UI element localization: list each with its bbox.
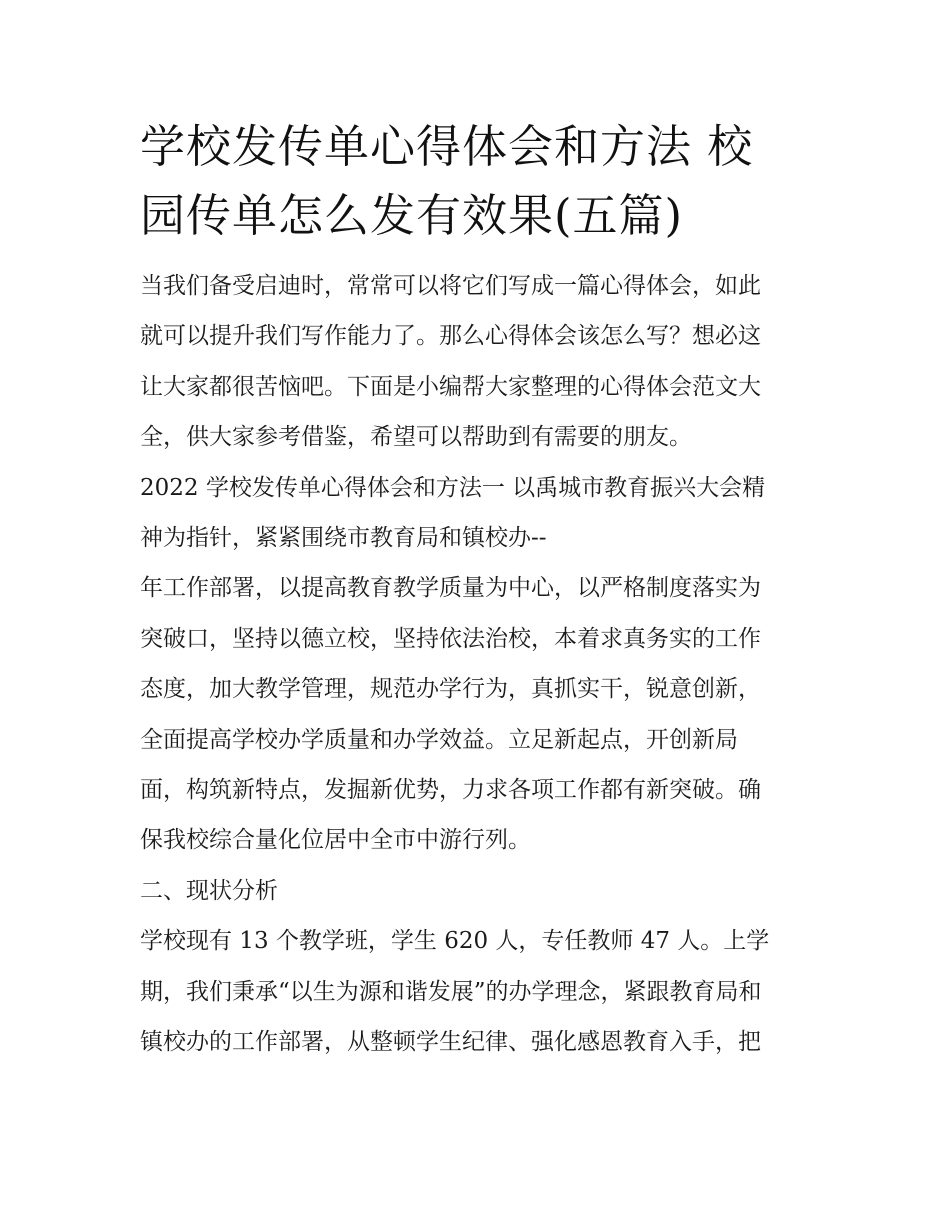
text-line: 让大家都很苦恼吧。下面是小编帮大家整理的心得体会范文大 — [140, 373, 761, 400]
text-line: 学校现有 13 个教学班，学生 620 人，专任教师 47 人。上学 — [140, 928, 770, 955]
paragraph-section-one-heading — [140, 463, 820, 564]
text-line: 态度，加大教学管理，规范办学行为，真抓实干，锐意创新， — [140, 676, 761, 703]
text-line: 镇校办的工作部署，从整顿学生纪律、强化感恩教育入手，把 — [140, 1029, 761, 1056]
title-line: 园传单怎么发有效果(五篇) — [140, 189, 684, 242]
text-line: 二、现状分析 — [140, 877, 278, 904]
text-line: 期，我们秉承“以生为源和谐发展”的办学理念，紧跟教育局和 — [140, 978, 762, 1005]
text-line: 神为指针，紧紧围绕市教育局和镇校办-- — [140, 525, 547, 552]
title-line: 学校发传单心得体会和方法 校 — [140, 120, 754, 173]
section-heading-status-analysis — [140, 866, 820, 916]
document-body — [140, 261, 820, 1068]
text-line: 保我校综合量化位居中全市中游行列。 — [140, 827, 531, 854]
paragraph-school-status — [140, 916, 820, 1067]
text-line: 突破口，坚持以德立校，坚持依法治校，本着求真务实的工作 — [140, 625, 761, 652]
text-line: 2022 学校发传单心得体会和方法一 以禹城市教育振兴大会精 — [140, 474, 766, 501]
text-line: 就可以提升我们写作能力了。那么心得体会该怎么写？想必这 — [140, 323, 761, 350]
text-line: 面，构筑新特点，发掘新优势，力求各项工作都有新突破。确 — [140, 777, 761, 804]
paragraph-intro — [140, 261, 820, 463]
paragraph-work-plan — [140, 563, 820, 865]
text-line: 全，供大家参考借鉴，希望可以帮助到有需要的朋友。 — [140, 424, 692, 451]
document-page — [140, 112, 820, 1068]
text-line: 当我们备受启迪时，常常可以将它们写成一篇心得体会，如此 — [140, 273, 761, 299]
text-line: 全面提高学校办学质量和办学效益。立足新起点，开创新局 — [140, 726, 738, 753]
text-line: 年工作部署，以提高教育教学质量为中心，以严格制度落实为 — [140, 575, 761, 602]
document-title — [140, 112, 820, 250]
